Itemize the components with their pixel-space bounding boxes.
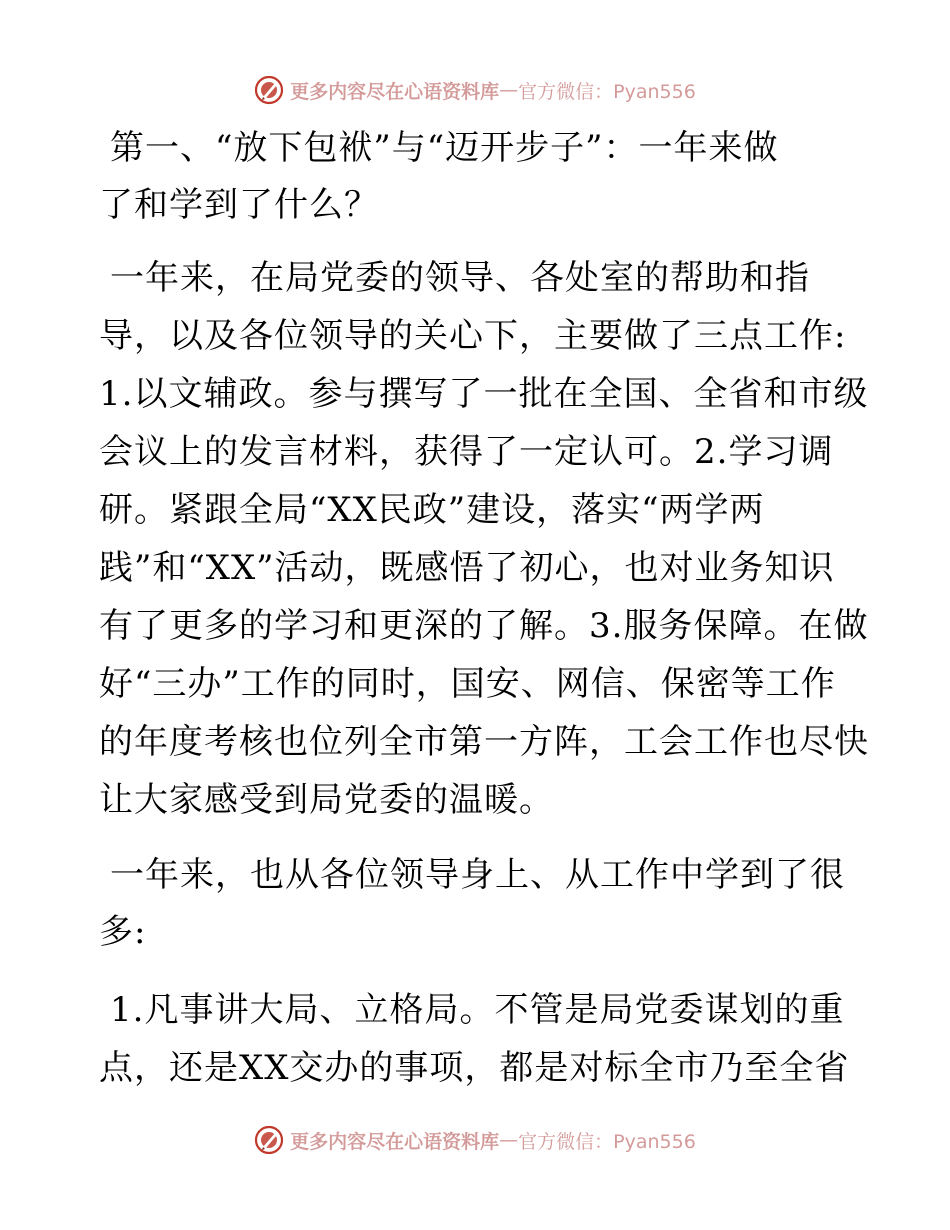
watermark-text: 更多内容尽在心语资料库 [290, 1130, 500, 1153]
paragraph-line: 导，以及各位领导的关心下，主要做了三点工作: [99, 316, 847, 356]
paragraph-line: 点，还是XX交办的事项，都是对标全市乃至全省 [99, 1048, 850, 1088]
watermark-contact: 官方微信：Pyan556 [518, 80, 696, 103]
header-watermark [0, 70, 950, 110]
footer-watermark [0, 1120, 950, 1160]
pen-seal-logo-icon [254, 75, 284, 105]
paragraph-line: 践”和“XX”活动，既感悟了初心，也对业务知识 [99, 548, 835, 588]
heading-line: 了和学到了什么？ [99, 185, 379, 225]
paragraph-line: 多: [99, 912, 147, 952]
paragraph-line: 会议上的发言材料，获得了一定认可。2.学习调 [99, 432, 834, 472]
paragraph-line: 有了更多的学习和更深的了解。3.服务保障。在做 [99, 606, 869, 646]
pen-seal-logo-icon [254, 1125, 284, 1155]
paragraph-line: 一年来，在局党委的领导、各处室的帮助和指 [110, 258, 810, 298]
watermark-text: 更多内容尽在心语资料库 [290, 80, 500, 103]
watermark-contact: 官方微信：Pyan556 [518, 1130, 696, 1153]
paragraph-line: 1.以文辅政。参与撰写了一批在全国、全省和市级 [99, 374, 869, 414]
paragraph-line: 的年度考核也位列全市第一方阵，工会工作也尽快 [99, 722, 869, 762]
paragraph-line: 一年来，也从各位领导身上、从工作中学到了很 [110, 855, 845, 895]
watermark-separator: — [499, 79, 519, 101]
paragraph-line: 让大家感受到局党委的温暖。 [99, 780, 554, 820]
watermark-separator: — [499, 1129, 519, 1151]
paragraph-line: 研。紧跟全局“XX民政”建设，落实“两学两 [99, 490, 765, 530]
paragraph-line: 好“三办”工作的同时，国安、网信、保密等工作 [99, 664, 836, 704]
heading-line: 第一、“放下包袱”与“迈开步子”：一年来做 [110, 128, 779, 168]
paragraph-line: 1.凡事讲大局、立格局。不管是局党委谋划的重 [110, 990, 845, 1030]
